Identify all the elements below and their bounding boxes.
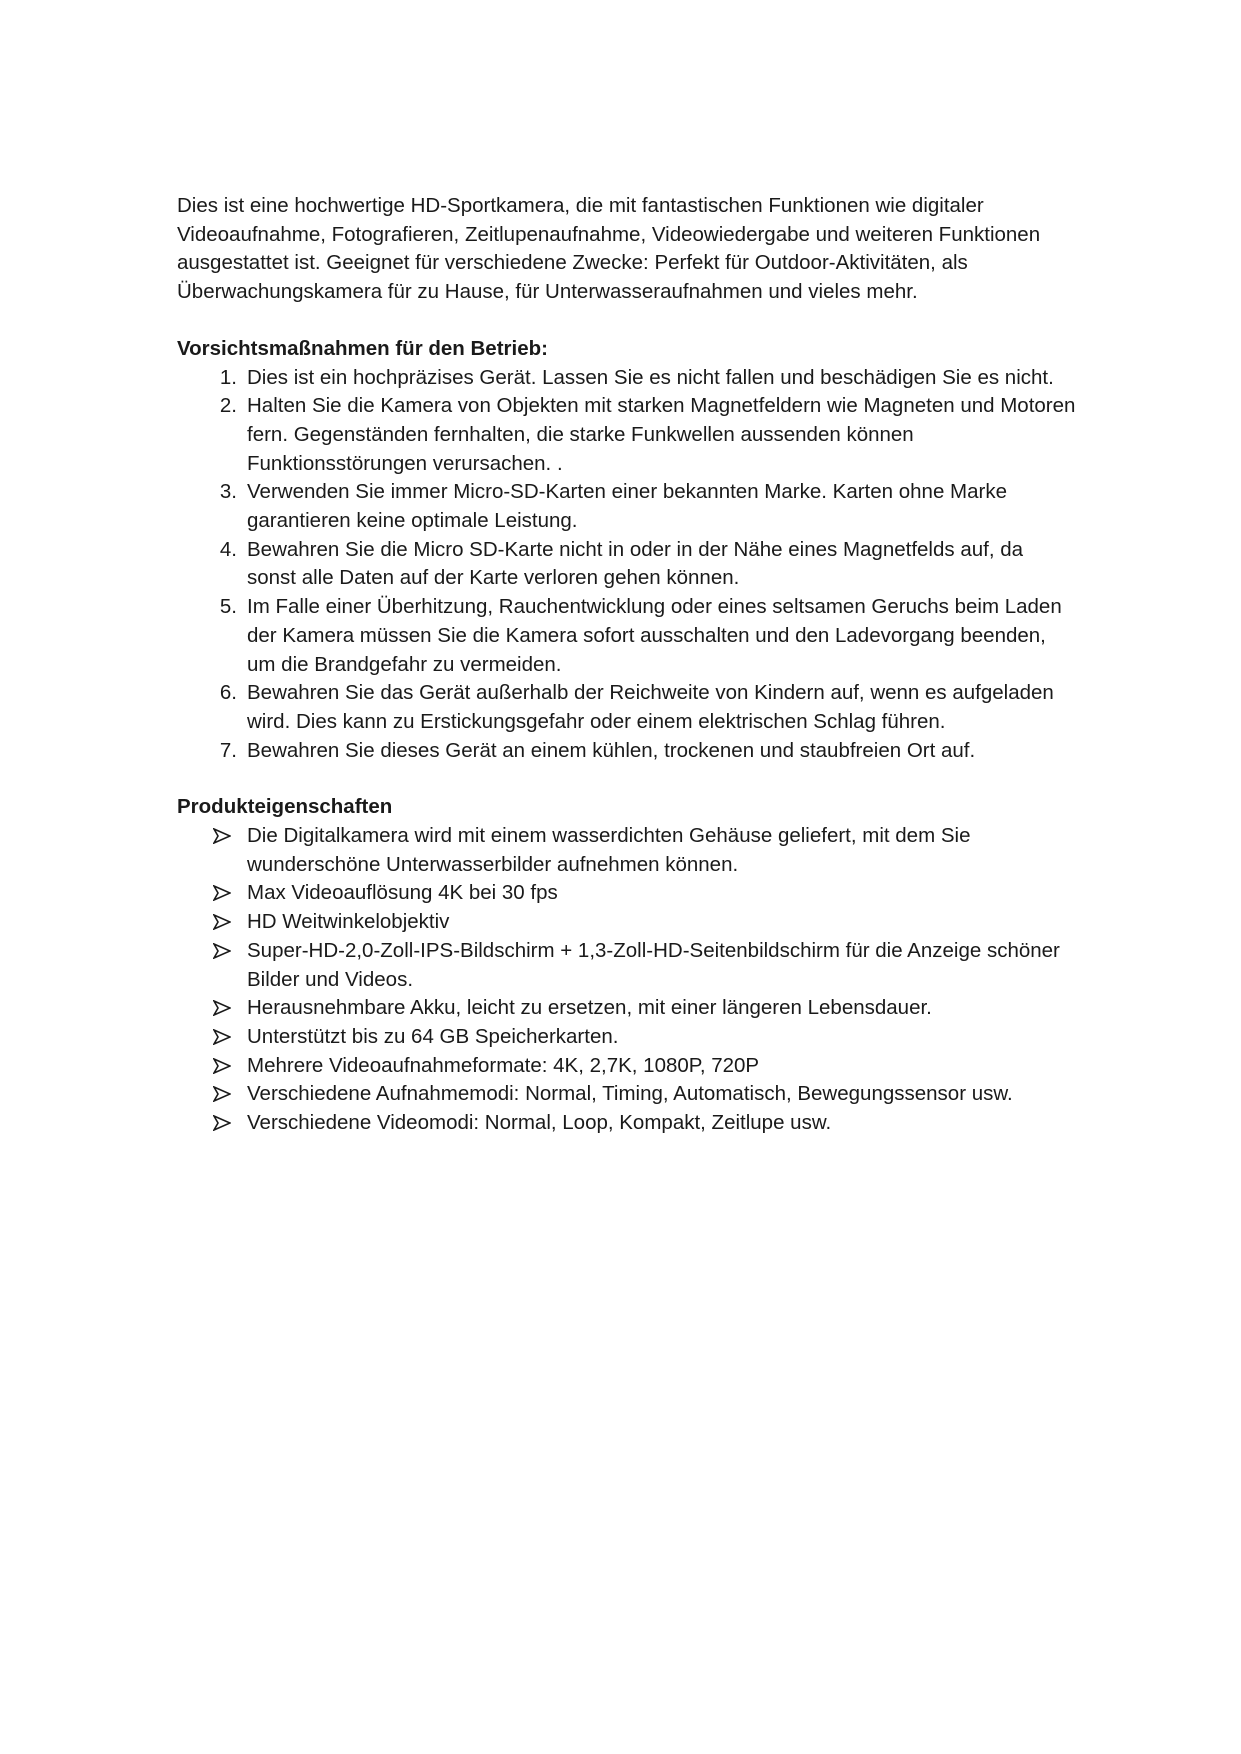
precautions-list [177, 364, 1077, 766]
arrowhead-bullet-icon [213, 943, 231, 959]
features-list [177, 822, 1077, 1138]
list-item [177, 478, 1077, 535]
list-item [177, 879, 1077, 908]
item-text: Mehrere Videoaufnahmeformate: 4K, 2,7K, 1080P, 720P [247, 1053, 760, 1077]
precautions-heading: Vorsichtsmaßnahmen für den Betrieb: [177, 336, 548, 360]
arrowhead-bullet-icon [213, 1058, 231, 1074]
item-number: 7. [219, 738, 237, 762]
list-item [177, 679, 1077, 736]
list-item [177, 1109, 1077, 1138]
item-text: Unterstützt bis zu 64 GB Speicherkarten. [247, 1024, 619, 1048]
arrowhead-bullet-icon [213, 1115, 231, 1131]
list-item [177, 1080, 1077, 1109]
item-number: 4. [219, 537, 237, 561]
arrowhead-bullet-icon [213, 828, 231, 844]
item-text: Herausnehmbare Akku, leicht zu ersetzen, mit einer längeren Lebensdauer. [247, 996, 932, 1020]
arrowhead-bullet-icon [213, 1086, 231, 1102]
list-item [177, 908, 1077, 937]
list-item [177, 937, 1077, 994]
item-text: Verschiedene Videomodi: Normal, Loop, Kompakt, Zeitlupe usw. [247, 1111, 832, 1135]
document-page [177, 192, 1077, 1138]
item-text: Verwenden Sie immer Micro-SD-Karten einer bekannten Marke. Karten ohne Marke garantieren keine optimale Leistung. [247, 480, 1007, 533]
item-number: 5. [219, 595, 237, 619]
arrowhead-bullet-icon [213, 885, 231, 901]
list-item [177, 994, 1077, 1023]
item-text: Super-HD-2,0-Zoll-IPS-Bildschirm + 1,3-Zoll-HD-Seitenbildschirm für die Anzeige schöner Bilder und Videos. [247, 938, 1060, 991]
item-text: Halten Sie die Kamera von Objekten mit starken Magnetfeldern wie Magneten und Motoren fern. Gegenständen fernhalten, die starke Funkwellen aussenden können Funktionsstörungen verursachen. . [247, 394, 1076, 475]
arrowhead-bullet-icon [213, 1000, 231, 1016]
item-number: 1. [219, 365, 237, 389]
list-item [177, 392, 1077, 478]
intro-paragraph: Dies ist eine hochwertige HD-Sportkamera, die mit fantastischen Funktionen wie digitaler Videoaufnahme, Fotografieren, Zeitlupenaufnahme, Videowiedergabe und weiteren Funktionen ausgestattet ist. Geeignet für verschiedene Zwecke: Perfekt für Outdoor-Aktivitäten, als Überwachungskamera für zu Hause, für Unterwasseraufnahmen und vieles mehr. [177, 194, 1041, 304]
item-text: Max Videoauflösung 4K bei 30 fps [247, 881, 558, 905]
list-item [177, 593, 1077, 679]
item-text: Die Digitalkamera wird mit einem wasserdichten Gehäuse geliefert, mit dem Sie wunderschöne Unterwasserbilder aufnehmen können. [247, 824, 971, 876]
item-text: Bewahren Sie die Micro SD-Karte nicht in oder in der Nähe eines Magnetfelds auf, da sonst alle Daten auf der Karte verloren gehen können. [247, 537, 1024, 590]
item-number: 2. [219, 394, 237, 418]
item-text: Bewahren Sie das Gerät außerhalb der Reichweite von Kindern auf, wenn es aufgeladen wird. Dies kann zu Erstickungsgefahr oder einem elektrischen Schlag führen. [247, 681, 1054, 733]
arrowhead-bullet-icon [213, 1029, 231, 1045]
list-item [177, 364, 1077, 393]
item-number: 6. [219, 681, 237, 705]
item-text: Dies ist ein hochpräzises Gerät. Lassen Sie es nicht fallen und beschädigen Sie es nicht. [247, 365, 1054, 389]
item-text: Bewahren Sie dieses Gerät an einem kühlen, trockenen und staubfreien Ort auf. [247, 738, 976, 762]
list-item [177, 1052, 1077, 1081]
list-item [177, 737, 1077, 766]
item-text: HD Weitwinkelobjektiv [247, 910, 450, 934]
item-text: Verschiedene Aufnahmemodi: Normal, Timing, Automatisch, Bewegungssensor usw. [247, 1082, 1013, 1106]
arrowhead-bullet-icon [213, 914, 231, 930]
features-heading: Produkteigenschaften [177, 795, 393, 819]
item-number: 3. [219, 480, 237, 504]
list-item [177, 536, 1077, 593]
list-item [177, 1023, 1077, 1052]
list-item [177, 822, 1077, 879]
item-text: Im Falle einer Überhitzung, Rauchentwicklung oder eines seltsamen Geruchs beim Laden der Kamera müssen Sie die Kamera sofort ausschalten und den Ladevorgang beenden, um die Brandgefahr zu vermeiden. [247, 595, 1062, 676]
